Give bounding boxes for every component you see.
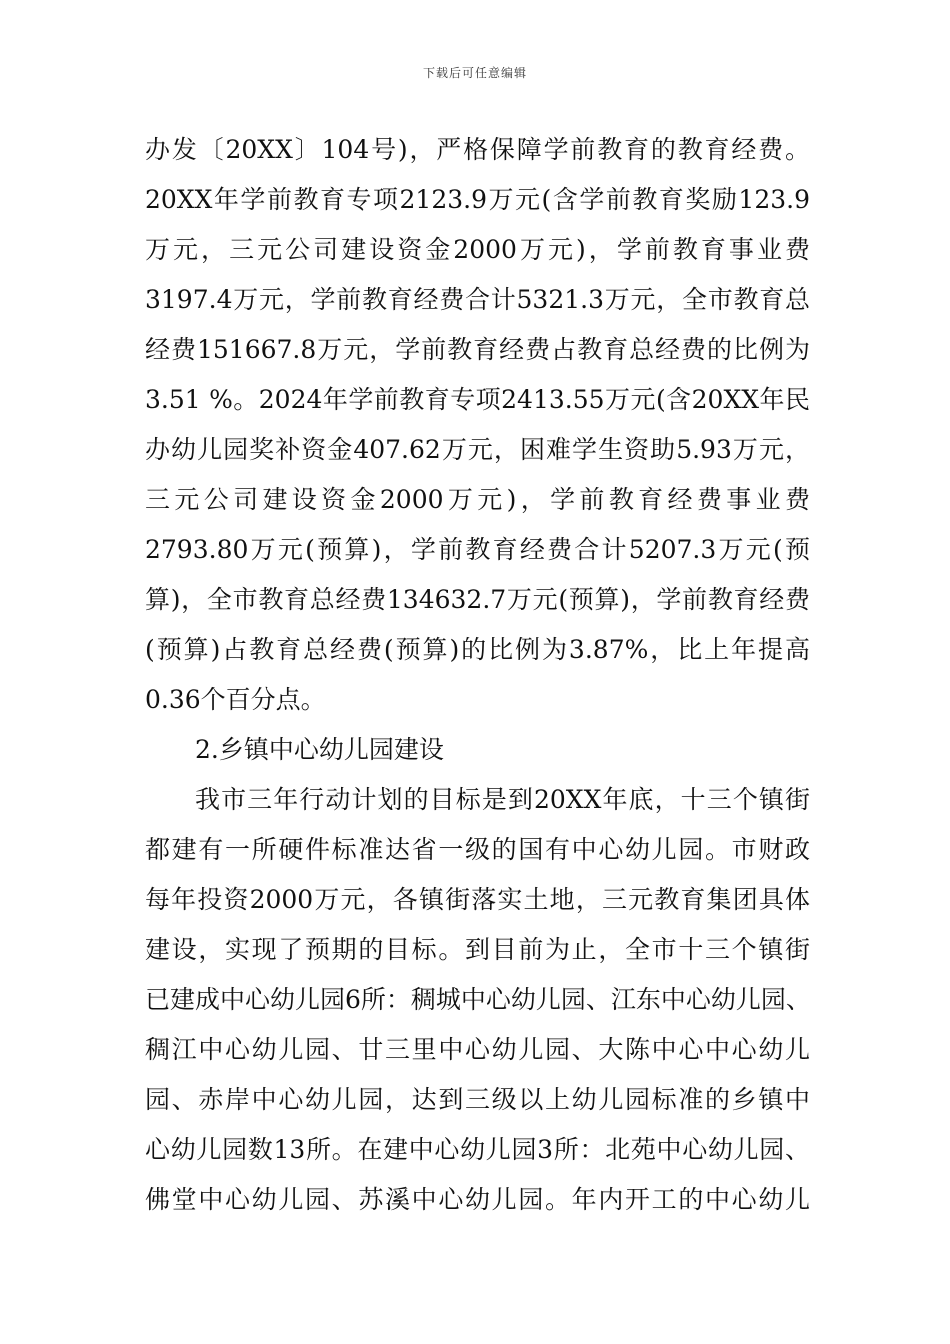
text-line: 0.36个百分点。 <box>145 685 326 714</box>
text-line: 建设，实现了预期的目标。到目前为止，全市十三个镇街 <box>145 935 810 964</box>
page-header: 下载后可任意编辑 <box>422 66 527 80</box>
text-line: 20XX年学前教育专项2123.9万元(含学前教育奖励123.9 <box>145 185 810 214</box>
text-line: 经费151667.8万元，学前教育经费占教育总经费的比例为 <box>145 335 810 364</box>
text-line: 办幼儿园奖补资金407.62万元，困难学生资助5.93万元， <box>145 435 810 464</box>
text-line: 办发〔20XX〕104号)，严格保障学前教育的教育经费。 <box>145 135 810 164</box>
text-line: 每年投资2000万元，各镇街落实土地，三元教育集团具体 <box>145 885 810 914</box>
text-line: 算)，全市教育总经费134632.7万元(预算)，学前教育经费 <box>145 585 810 614</box>
text-line: 2793.80万元(预算)，学前教育经费合计5207.3万元(预 <box>145 535 810 564</box>
text-line: 佛堂中心幼儿园、苏溪中心幼儿园。年内开工的中心幼儿 <box>145 1185 810 1214</box>
document-body <box>145 125 810 1225</box>
text-line: 心幼儿园数13所。在建中心幼儿园3所：北苑中心幼儿园、 <box>145 1135 810 1164</box>
text-line: 3197.4万元，学前教育经费合计5321.3万元，全市教育总 <box>145 285 810 314</box>
text-line: 稠江中心幼儿园、廿三里中心幼儿园、大陈中心中心幼儿 <box>145 1035 810 1064</box>
text-line: 已建成中心幼儿园6所：稠城中心幼儿园、江东中心幼儿园、 <box>145 985 811 1014</box>
text-line: 2.乡镇中心幼儿园建设 <box>195 735 444 764</box>
text-line: 我市三年行动计划的目标是到20XX年底，十三个镇街 <box>195 785 810 814</box>
text-line: 三元公司建设资金2000万元)，学前教育经费事业费 <box>145 485 810 514</box>
text-line: (预算)占教育总经费(预算)的比例为3.87%，比上年提高 <box>145 635 810 664</box>
text-line: 园、赤岸中心幼儿园，达到三级以上幼儿园标准的乡镇中 <box>145 1085 810 1114</box>
text-line: 万元，三元公司建设资金2000万元)，学前教育事业费 <box>145 235 810 264</box>
text-line: 3.51 %。2024年学前教育专项2413.55万元(含20XX年民 <box>145 385 810 414</box>
text-line: 都建有一所硬件标准达省一级的国有中心幼儿园。市财政 <box>145 835 810 864</box>
